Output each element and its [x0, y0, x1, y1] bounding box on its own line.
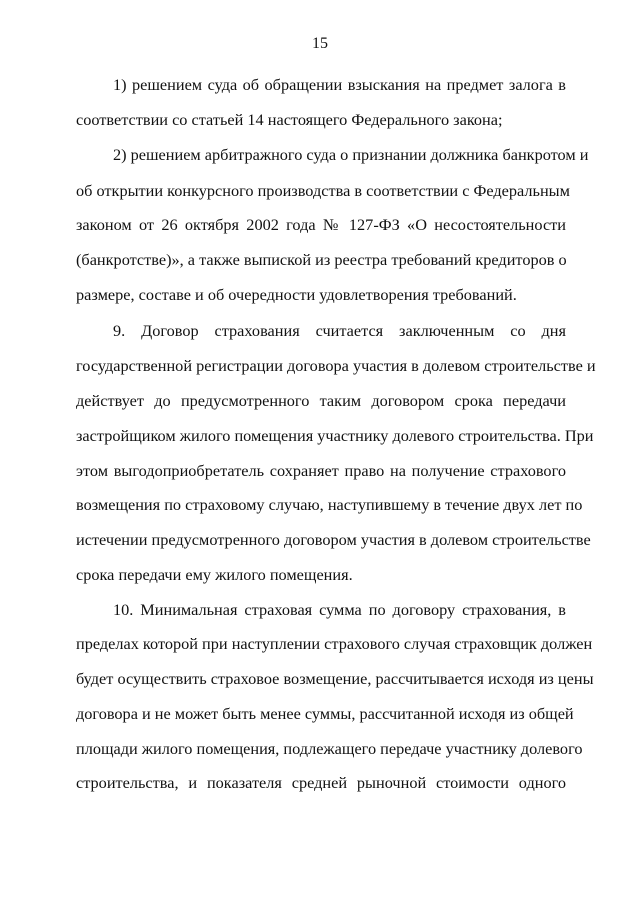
text-line: площади жилого помещения, подлежащего передаче участнику долевого	[76, 739, 583, 758]
text-line: договора и не может быть менее суммы, рассчитанной исходя из общей	[76, 704, 574, 723]
text-line: законом от 26 октября 2002 года № 127-ФЗ «О несостоятельности	[76, 215, 566, 234]
text-line: строительства, и показателя средней рыночной стоимости одного	[76, 773, 566, 792]
text-line: пределах которой при наступлении страхового случая страховщик должен	[76, 634, 593, 653]
text-line: размере, составе и об очередности удовлетворения требований.	[76, 285, 517, 304]
text-line: 9. Договор страхования считается заключенным со дня	[113, 321, 566, 340]
text-line: застройщиком жилого помещения участнику долевого строительства. При	[76, 426, 594, 445]
text-line: действует до предусмотренного таким договором срока передачи	[76, 391, 566, 410]
text-line: срока передачи ему жилого помещения.	[76, 565, 353, 584]
text-line: будет осуществить страховое возмещение, рассчитывается исходя из цены	[76, 669, 594, 688]
text-line: 2) решением арбитражного суда о признании должника банкротом и	[113, 145, 589, 164]
text-line: (банкротстве)», а также выпиской из реестра требований кредиторов о	[76, 250, 567, 269]
text-line: государственной регистрации договора участия в долевом строительстве и	[76, 356, 596, 375]
text-line: этом выгодоприобретатель сохраняет право на получение страхового	[76, 461, 566, 480]
text-line: возмещения по страховому случаю, наступившему в течение двух лет по	[76, 495, 583, 514]
text-line: об открытии конкурсного производства в соответствии с Федеральным	[76, 181, 570, 200]
text-line: 1) решением суда об обращении взыскания на предмет залога в	[113, 75, 566, 94]
page-number: 15	[312, 35, 328, 52]
text-line: истечении предусмотренного договором участия в долевом строительстве	[76, 530, 591, 549]
text-line: соответствии со статьей 14 настоящего Федерального закона;	[76, 110, 503, 129]
text-line: 10. Минимальная страховая сумма по договору страхования, в	[113, 600, 566, 619]
